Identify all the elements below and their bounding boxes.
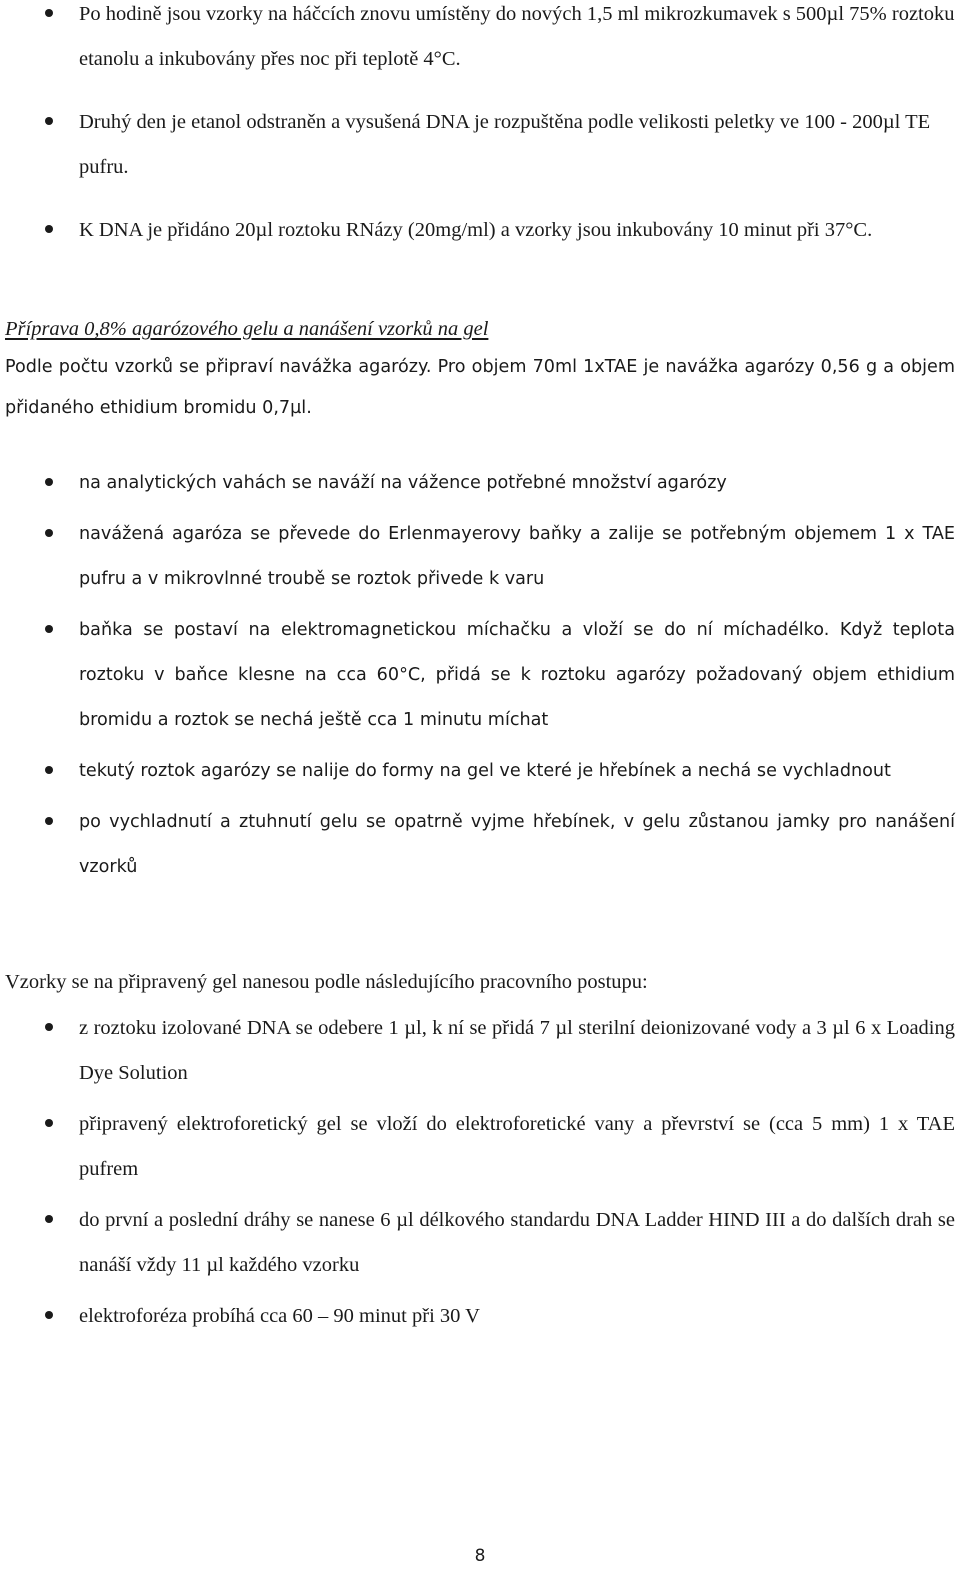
list-item: po vychladnutí a ztuhnutí gelu se opatrně vyjme hřebínek, v gelu zůstanou jamky pro nanášení vzorků (0, 800, 960, 890)
loading-intro: Vzorky se na připravený gel nanesou podle následujícího pracovního postupu: (5, 971, 648, 993)
list-item: do první a poslední dráhy se nanese 6 µl délkového standardu DNA Ladder HIND III a do dalších drah se nanáší vždy 11 µl každého vzorku (0, 1198, 960, 1288)
list-item: navážená agaróza se převede do Erlenmayerovy baňky a zalije se potřebným objemem 1 x TAE pufru a v mikrovlnné troubě se roztok přivede k varu (0, 512, 960, 602)
list-item: tekutý roztok agarózy se nalije do formy na gel ve které je hřebínek a nechá se vychladnout (0, 749, 960, 794)
gel-steps-list (0, 461, 960, 890)
section-heading: Příprava 0,8% agarózového gelu a nanášení vzorků na gel (5, 318, 489, 340)
list-item: Druhý den je etanol odstraněn a vysušená DNA je rozpuštěna podle velikosti peletky ve 100 - 200µl TE pufru. (0, 100, 960, 190)
list-item: připravený elektroforetický gel se vloží do elektroforetické vany a převrství se (cca 5 mm) 1 x TAE pufrem (0, 1102, 960, 1192)
list-item: K DNA je přidáno 20µl roztoku RNázy (20mg/ml) a vzorky jsou inkubovány 10 minut při 37°C. (0, 208, 960, 253)
list-item: z roztoku izolované DNA se odebere 1 µl, k ní se přidá 7 µl sterilní deionizované vody a 3 µl 6 x Loading Dye Solution (0, 1006, 960, 1096)
list-item: Po hodině jsou vzorky na háčcích znovu umístěny do nových 1,5 ml mikrozkumavek s 500µl 75% roztoku etanolu a inkubovány přes noc při teplotě 4°C. (0, 0, 960, 82)
list-item: elektroforéza probíhá cca 60 – 90 minut při 30 V (0, 1294, 960, 1339)
list-item: baňka se postaví na elektromagnetickou míchačku a vloží se do ní míchadélko. Když teplota roztoku v baňce klesne na cca 60°C, přidá se k roztoku agarózy požadovaný objem ethidium bromidu a roztok se nechá ještě cca 1 minutu míchat (0, 608, 960, 743)
list-item: na analytických vahách se naváží na vážence potřebné množství agarózy (0, 461, 960, 506)
page-number: 8 (474, 1546, 486, 1566)
gel-paragraph: Podle počtu vzorků se připraví navážka agarózy. Pro objem 70ml 1xTAE je navážka agarózy 0,56 g a objem přidaného ethidium bromidu 0,7µl. (5, 357, 955, 418)
loading-steps-list (0, 1006, 960, 1339)
intro-bullet-list (0, 0, 960, 253)
